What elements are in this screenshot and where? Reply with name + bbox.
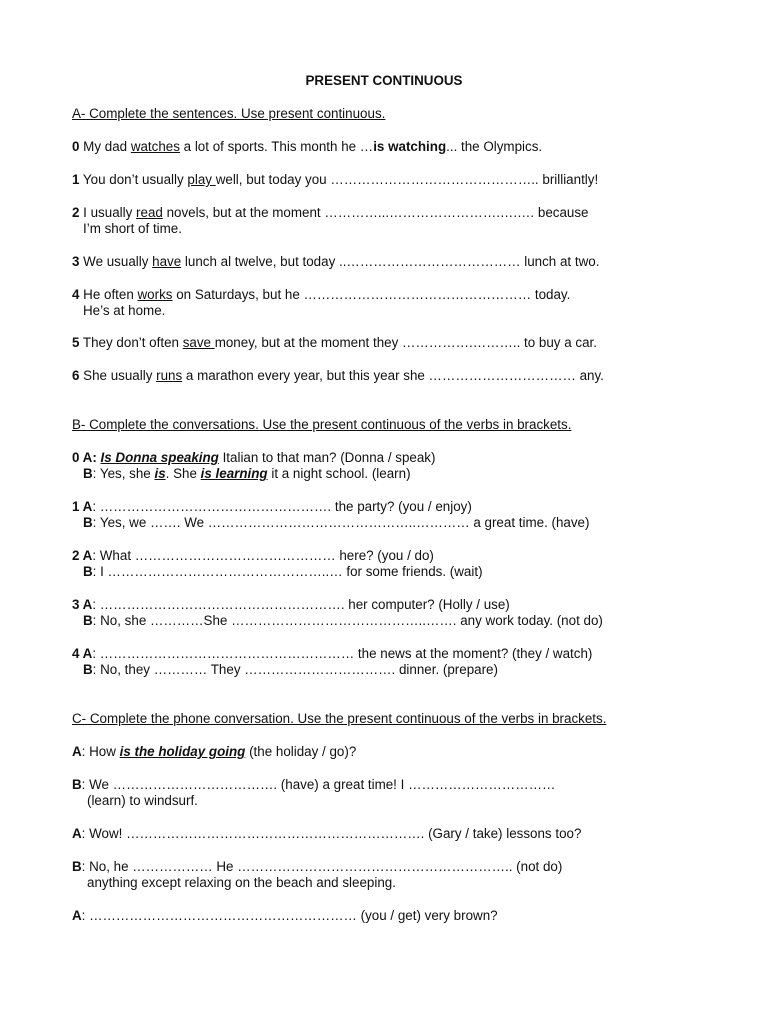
speaker-label: B (83, 466, 93, 481)
sentence-text: ... the Olympics. (446, 139, 543, 154)
item-number: 1 A (72, 499, 93, 514)
item-number: 4 (72, 287, 80, 302)
phone-line-5 (72, 908, 498, 924)
dialogue-text: : Yes, we ……. We ………………………………………..………… a great time. (have) (92, 515, 590, 530)
sentence-5 (72, 335, 597, 351)
page-title: PRESENT CONTINUOUS (305, 73, 463, 88)
item-number: 6 (72, 368, 80, 383)
example-answer: is watching (373, 139, 447, 154)
sentence-text: on Saturdays, but he …………………………………………… today. (172, 287, 571, 302)
phone-line-3 (72, 826, 581, 842)
sentence-text: They don’t often (79, 335, 183, 350)
speaker-label: B (83, 515, 93, 530)
example-verb: runs (156, 368, 183, 383)
example-verb: play (187, 172, 216, 187)
item-number: 4 A (72, 646, 93, 661)
sentence-0 (72, 139, 542, 155)
sentence-text: a marathon every year, but this year she …………………………… any. (182, 368, 604, 383)
sentence-1 (72, 172, 598, 188)
dialogue-text: : We ………………………………. (have) a great time! I …………………………… (81, 777, 556, 792)
conversation-3 (72, 597, 603, 629)
dialogue-text: (the holiday / go)? (245, 744, 357, 759)
dialogue-text: : Wow! …………………………………………………………. (Gary / take) lessons too? (81, 826, 582, 841)
dialogue-text: : Yes, she (92, 466, 155, 481)
item-number: 2 A (72, 548, 93, 563)
dialogue-text: : ……………………………………………. the party? (you / enjoy) (92, 499, 472, 514)
example-answer: is (154, 466, 166, 481)
sentence-text: money, but at the moment they …………….……….. to buy a car. (214, 335, 597, 350)
item-number: 3 (72, 254, 80, 269)
speaker-label: B (83, 662, 93, 677)
phone-line-1 (72, 744, 356, 760)
speaker-label: A (72, 744, 82, 759)
dialogue-continuation: anything except relaxing on the beach and sleeping. (87, 875, 396, 890)
example-answer: is learning (200, 466, 268, 481)
dialogue-text: : …………………………………………………… (you / get) very brown? (81, 908, 498, 923)
example-verb: have (152, 254, 182, 269)
phone-line-2 (72, 777, 555, 809)
sentence-text: You don’t usually (79, 172, 188, 187)
sentence-4 (72, 287, 570, 319)
example-verb: save (182, 335, 215, 350)
sentence-continuation: He’s at home. (83, 303, 166, 318)
item-number: 5 (72, 335, 80, 350)
item-number: 3 A (72, 597, 93, 612)
phone-line-4 (72, 859, 562, 891)
conversation-2 (72, 548, 483, 580)
dialogue-text: : No, she …………She ……………………………………..……. any work today. (not do) (92, 613, 603, 628)
dialogue-text: : I …………………………………………..… for some friends. (wait) (92, 564, 483, 579)
sentence-6 (72, 368, 604, 384)
sentence-text: He often (79, 287, 138, 302)
example-verb: works (137, 287, 173, 302)
section-a-heading: A- Complete the sentences. Use present continuous. (72, 106, 386, 121)
conversation-4 (72, 646, 592, 678)
sentence-2 (72, 205, 589, 237)
sentence-text: I usually (79, 205, 137, 220)
sentence-text: well, but today you ……………………………………….. brilliantly! (215, 172, 599, 187)
sentence-continuation: I’m short of time. (83, 221, 182, 236)
sentence-text: We usually (79, 254, 153, 269)
speaker-label: B (72, 859, 82, 874)
sentence-3 (72, 254, 599, 270)
dialogue-text: : ………………………………………………. her computer? (Holly / use) (92, 597, 510, 612)
example-answer: is the holiday going (119, 744, 246, 759)
item-number: 0 (72, 139, 80, 154)
sentence-text: My dad (79, 139, 131, 154)
section-c-heading: C- Complete the phone conversation. Use the present continuous of the verbs in brackets. (72, 711, 607, 726)
dialogue-text: . She (165, 466, 201, 481)
dialogue-text: Italian to that man? (Donna / speak) (218, 450, 436, 465)
speaker-label: B (83, 613, 93, 628)
conversation-0 (72, 450, 435, 482)
item-number: 1 (72, 172, 80, 187)
dialogue-continuation: (learn) to windsurf. (87, 793, 198, 808)
item-number: 2 (72, 205, 80, 220)
conversation-1 (72, 499, 589, 531)
example-verb: read (136, 205, 163, 220)
sentence-text: lunch al twelve, but today ..………………………………… lunch at two. (181, 254, 600, 269)
dialogue-text: : No, he ……………… He …………………………………………………….. (not do) (81, 859, 563, 874)
speaker-label: B (72, 777, 82, 792)
speaker-label: A (72, 908, 82, 923)
sentence-text: a lot of sports. This month he … (179, 139, 374, 154)
dialogue-text: : No, they ………… They ……………………………. dinner. (prepare) (92, 662, 498, 677)
sentence-text: novels, but at the moment …………...…………………….….…. because (162, 205, 589, 220)
dialogue-text: : What ……………………………………… here? (you / do) (92, 548, 434, 563)
speaker-label: A (72, 826, 82, 841)
speaker-label: B (83, 564, 93, 579)
sentence-text: She usually (79, 368, 157, 383)
dialogue-text: : How (81, 744, 120, 759)
example-verb: watches (130, 139, 180, 154)
item-number: 0 A: (72, 450, 97, 465)
dialogue-text: it a night school. (learn) (267, 466, 411, 481)
dialogue-text: : ………………………………………………… the news at the moment? (they / watch) (92, 646, 593, 661)
section-b-heading: B- Complete the conversations. Use the present continuous of the verbs in brackets. (72, 417, 572, 432)
example-answer: Is Donna speaking (100, 450, 219, 465)
